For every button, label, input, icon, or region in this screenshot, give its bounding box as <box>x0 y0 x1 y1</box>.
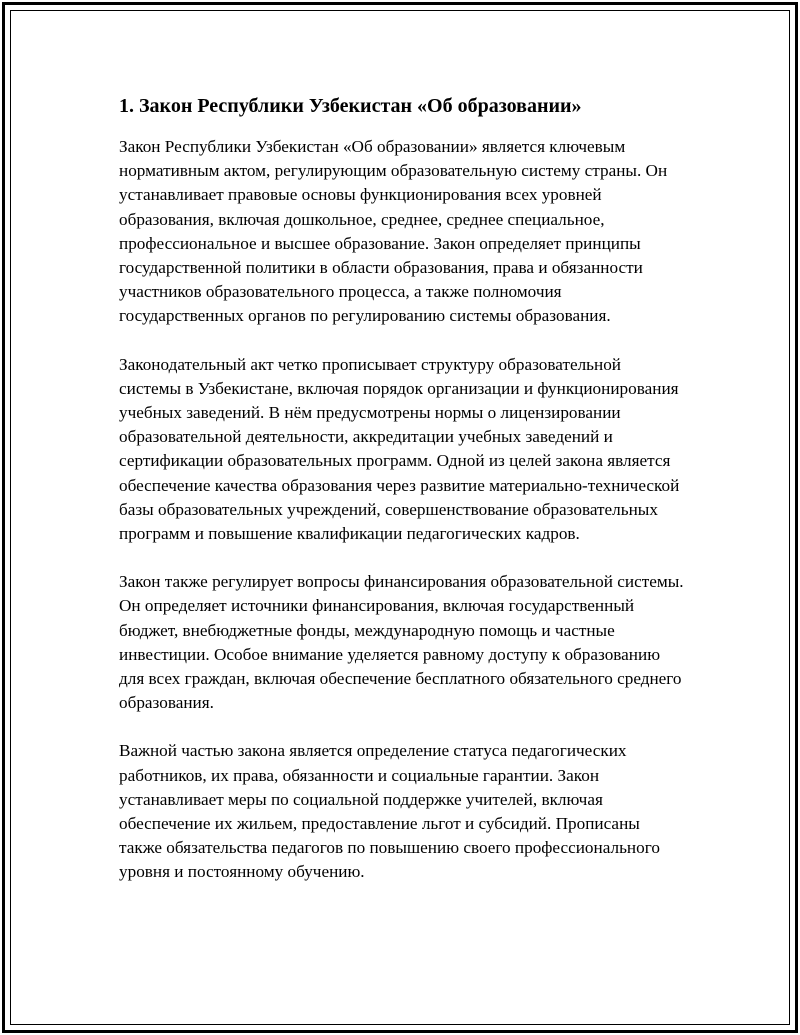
paragraph-1: Закон Республики Узбекистан «Об образовании» является ключевым нормативным актом, регулирующим образовательную систему страны. Он устанавливает правовые основы функционирования всех уровней образования, включая дошкольное, среднее, среднее специальное, профессиональное и высшее образование. Закон определяет принципы государственной политики в области образования, права и обязанности участников образовательного процесса, а также полномочия государственных органов по регулированию системы образования. <box>119 137 668 326</box>
document-body <box>119 93 684 909</box>
paragraph-4: Важной частью закона является определение статуса педагогических работников, их права, обязанности и социальные гарантии. Закон устанавливает меры по социальной поддержке учителей, включая обеспечение их жильем, предоставление льгот и субсидий. Прописаны также обязательства педагогов по повышению своего профессионального уровня и постоянному обучению. <box>119 741 660 882</box>
paragraph-2: Законодательный акт четко прописывает структуру образовательной системы в Узбекистане, включая порядок организации и функционирования учебных заведений. В нём предусмотрены нормы о лицензировании образовательной деятельности, аккредитации учебных заведений и сертификации образовательных программ. Одной из целей закона является обеспечение качества образования через развитие материально-технической базы образовательных учреждений, совершенствование образовательных программ и повышение квалификации педагогических кадров. <box>119 354 680 544</box>
section-heading: 1. Закон Республики Узбекистан «Об образовании» <box>119 95 582 117</box>
paragraph-3: Закон также регулирует вопросы финансирования образовательной системы. Он определяет источники финансирования, включая государственный бюджет, внебюджетные фонды, международную помощь и частные инвестиции. Особое внимание уделяется равному доступу к образованию для всех граждан, включая обеспечение бесплатного обязательного среднего образования. <box>119 572 684 713</box>
